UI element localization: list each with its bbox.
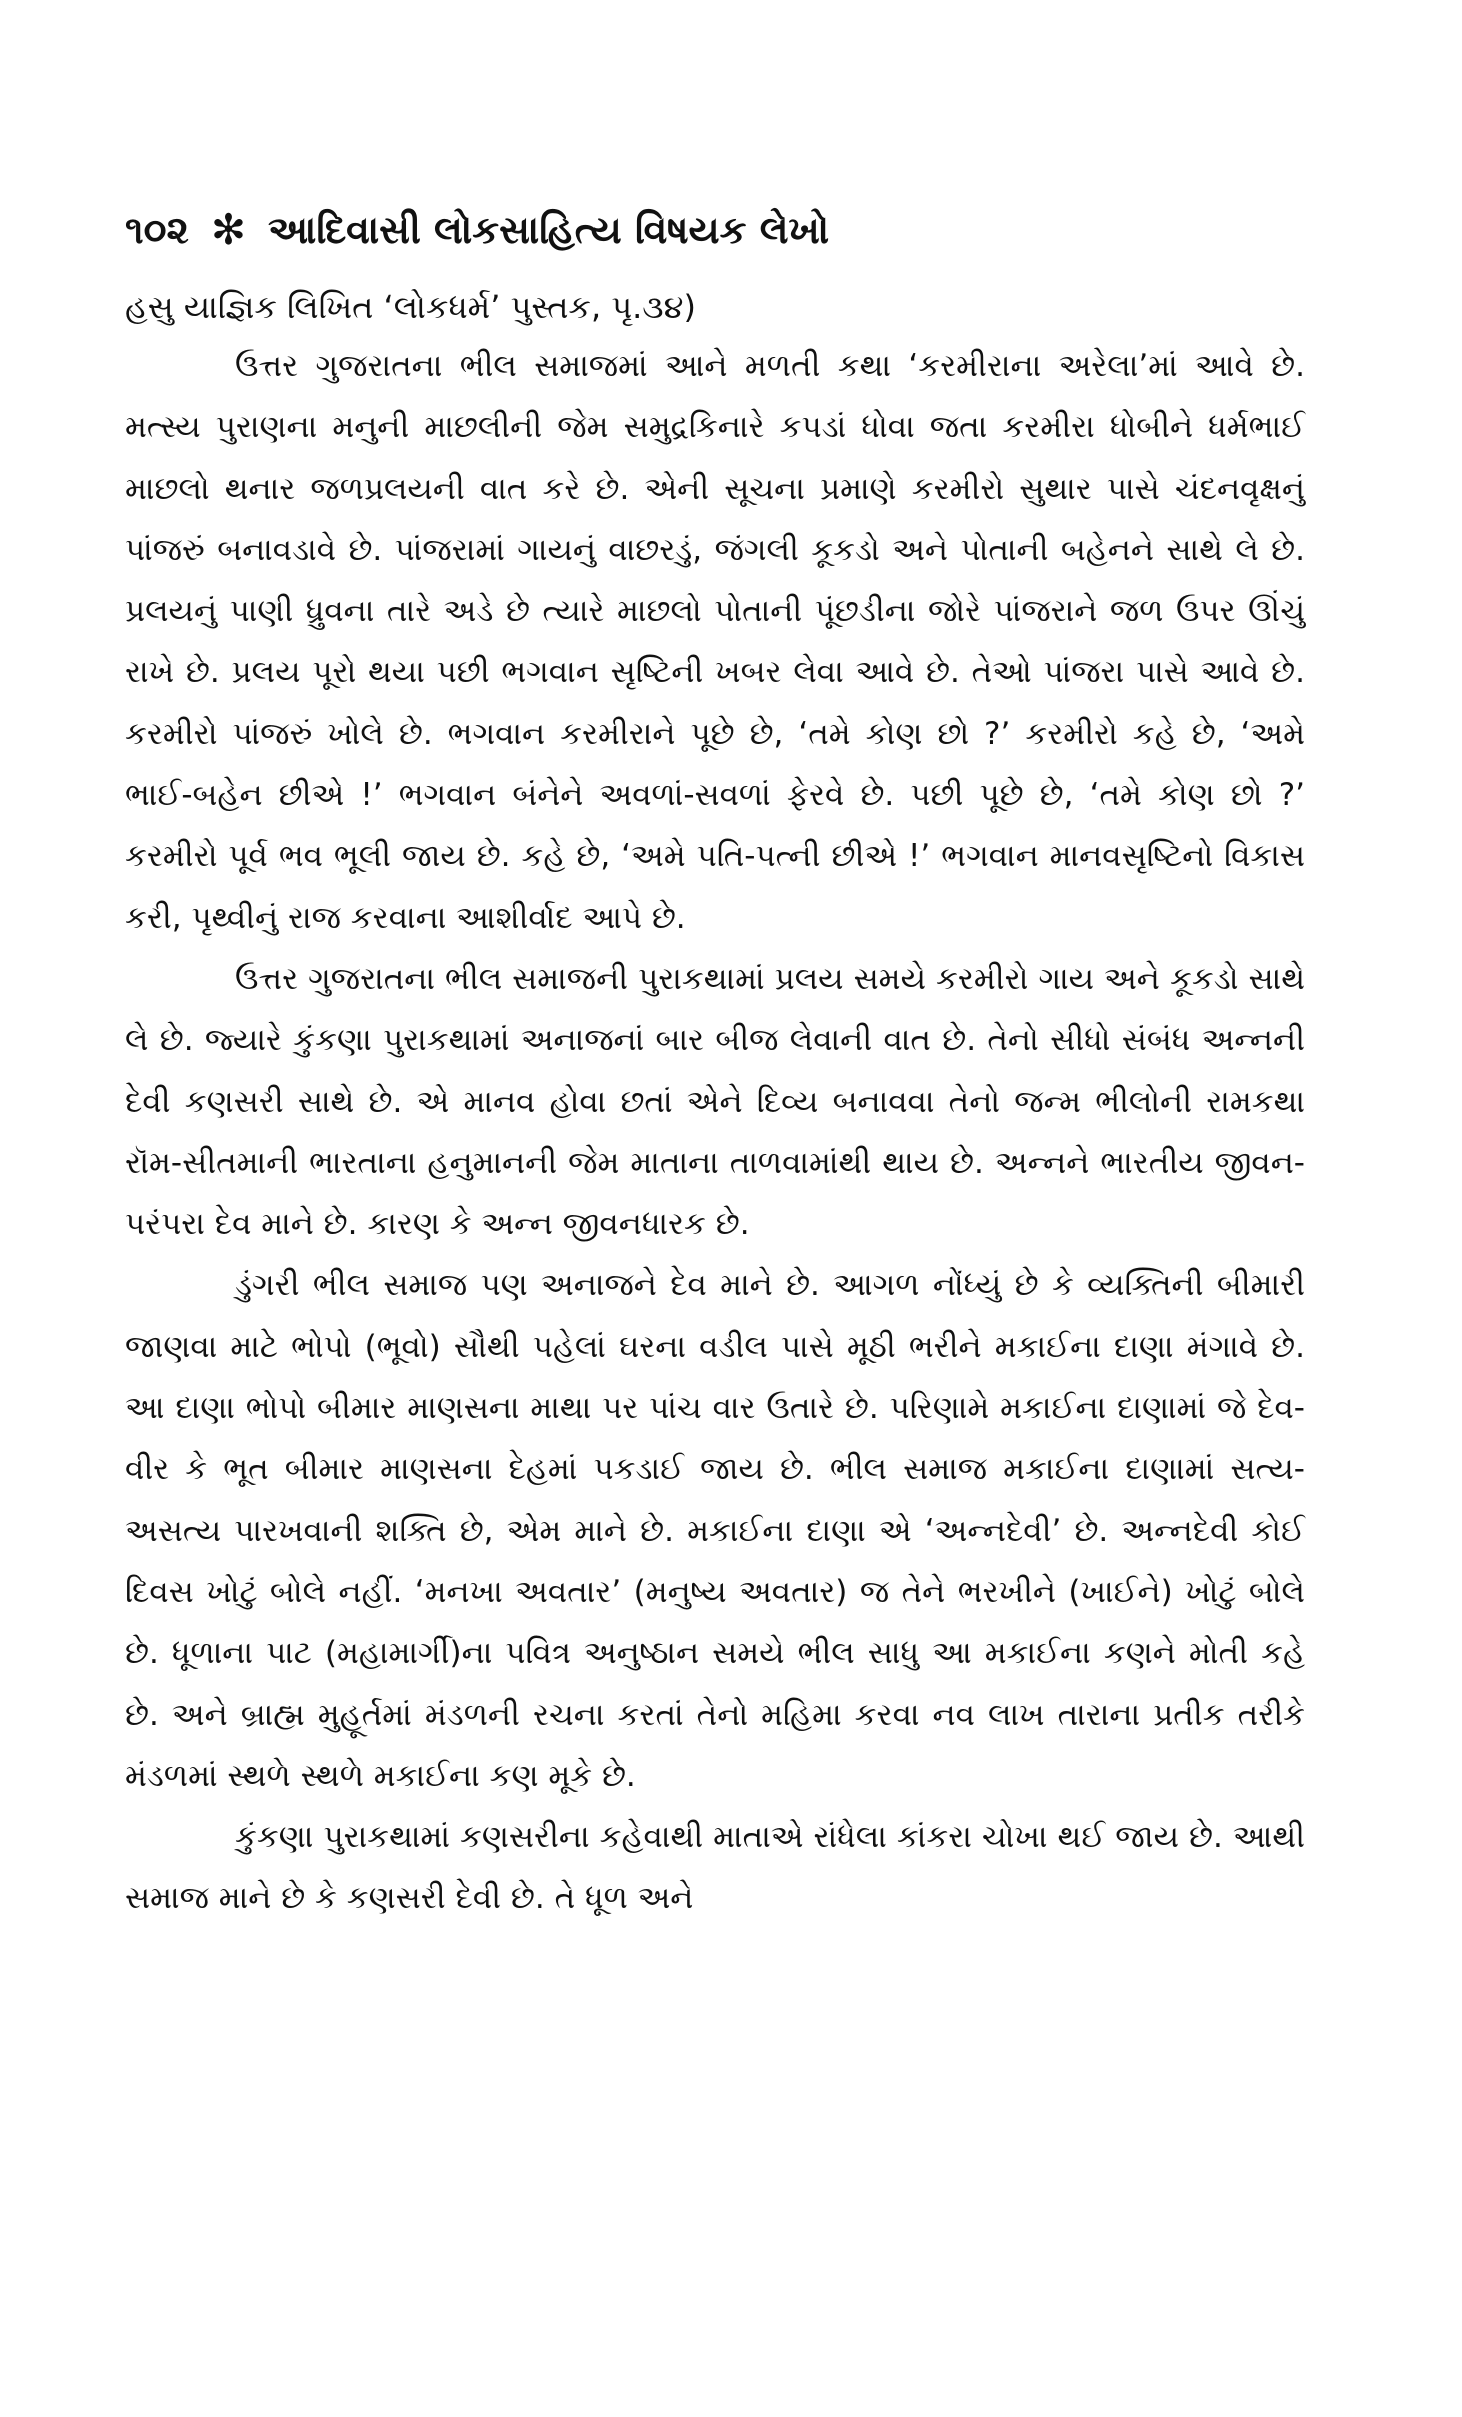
paragraph-kunkana-myth: કુંકણા પુરાકથામાં કણસરીના કહેવાથી માતાએ રાંધેલા કાંકરા ચોખા થઈ જાય છે. આથી સમાજ માને છે કે કણસરી દેવી છે. તે ધૂળ અને xyxy=(125,1819,1305,1917)
citation-line: હસુ યાજ્ઞિક લિખિત ‘લોકધર્મ’ પુસ્તક, પૃ.૩૪) xyxy=(125,288,696,326)
book-title: આદિવાસી લોકસાહિત્ય વિષયક લેખો xyxy=(268,208,830,252)
body-text xyxy=(125,336,1305,1930)
asterisk-icon: ✻ xyxy=(210,205,247,254)
paragraph-flood-story: ઉત્તર ગુજરાતના ભીલ સમાજમાં આને મળતી કથા ‘કરમીરાના અરેલા’માં આવે છે. મત્સ્ય પુરાણના મનુની માછલીની જેમ સમુદ્રકિનારે કપડાં ધોવા જતા કરમીરા ધોબીને ધર્મભાઈ માછલો થનાર જળપ્રલયની વાત કરે છે. એની સૂચના પ્રમાણે કરમીરો સુથાર પાસે ચંદનવૃક્ષનું પાંજરું બનાવડાવે છે. પાંજરામાં ગાયનું વાછરડું, જંગલી કૂકડો અને પોતાની બહેનને સાથે લે છે. પ્રલયનું પાણી ધ્રુવના તારે અડે છે ત્યારે માછલો પોતાની પૂંછડીના જોરે પાંજરાને જળ ઉપર ઊંચું રાખે છે. પ્રલય પૂરો થયા પછી ભગવાન સૃષ્ટિની ખબર લેવા આવે છે. તેઓ પાંજરા પાસે આવે છે. કરમીરો પાંજરું ખોલે છે. ભગવાન કરમીરાને પૂછે છે, ‘તમે કોણ છો ?’ કરમીરો કહે છે, ‘અમે ભાઈ-બહેન છીએ !’ ભગવાન બંનેને અવળાં-સવળાં ફેરવે છે. પછી પૂછે છે, ‘તમે કોણ છો ?’ કરમીરો પૂર્વ ભવ ભૂલી જાય છે. કહે છે, ‘અમે પતિ-પત્ની છીએ !’ ભગવાન માનવસૃષ્ટિનો વિકાસ કરી, પૃથ્વીનું રાજ કરવાના આશીર્વાદ આપે છે. xyxy=(125,348,1305,936)
running-header xyxy=(125,200,1305,260)
page-number: ૧૦૨ xyxy=(125,208,189,252)
paragraph-kansari-goddess: ઉત્તર ગુજરાતના ભીલ સમાજની પુરાકથામાં પ્રલય સમયે કરમીરો ગાય અને કૂકડો સાથે લે છે. જ્યારે કુંકણા પુરાકથામાં અનાજનાં બાર બીજ લેવાની વાત છે. તેનો સીધો સંબંધ અન્નની દેવી કણસરી સાથે છે. એ માનવ હોવા છતાં એને દિવ્ય બનાવવા તેનો જન્મ ભીલોની રામકથા રૉમ-સીતમાની ભારતાના હનુમાનની જેમ માતાના તાળવામાંથી થાય છે. અન્નને ભારતીય જીવન-પરંપરા દેવ માને છે. કારણ કે અન્ન જીવનધારક છે. xyxy=(125,960,1305,1243)
paragraph-grain-as-god: ડુંગરી ભીલ સમાજ પણ અનાજને દેવ માને છે. આગળ નોંધ્યું છે કે વ્યક્તિની બીમારી જાણવા માટે ભોપો (ભૂવો) સૌથી પહેલાં ઘરના વડીલ પાસે મૂઠી ભરીને મકાઈના દાણા મંગાવે છે. આ દાણા ભોપો બીમાર માણસના માથા પર પાંચ વાર ઉતારે છે. પરિણામે મકાઈના દાણામાં જે દેવ-વીર કે ભૂત બીમાર માણસના દેહમાં પકડાઈ જાય છે. ભીલ સમાજ મકાઈના દાણામાં સત્ય-અસત્ય પારખવાની શક્તિ છે, એમ માને છે. મકાઈના દાણા એ ‘અન્નદેવી’ છે. અન્નદેવી કોઈ દિવસ ખોટું બોલે નહીં. ‘મનખા અવતાર’ (મનુષ્ય અવતાર) જ તેને ભરખીને (ખાઈને) ખોટું બોલે છે. ધૂળાના પાટ (મહામાર્ગી)ના પવિત્ર અનુષ્ઠાન સમયે ભીલ સાધુ આ મકાઈના કણને મોતી કહે છે. અને બ્રાહ્મ મુહૂર્તમાં મંડળની રચના કરતાં તેનો મહિમા કરવા નવ લાખ તારાના પ્રતીક તરીકે મંડળમાં સ્થળે સ્થળે મકાઈના કણ મૂકે છે. xyxy=(125,1267,1305,1794)
